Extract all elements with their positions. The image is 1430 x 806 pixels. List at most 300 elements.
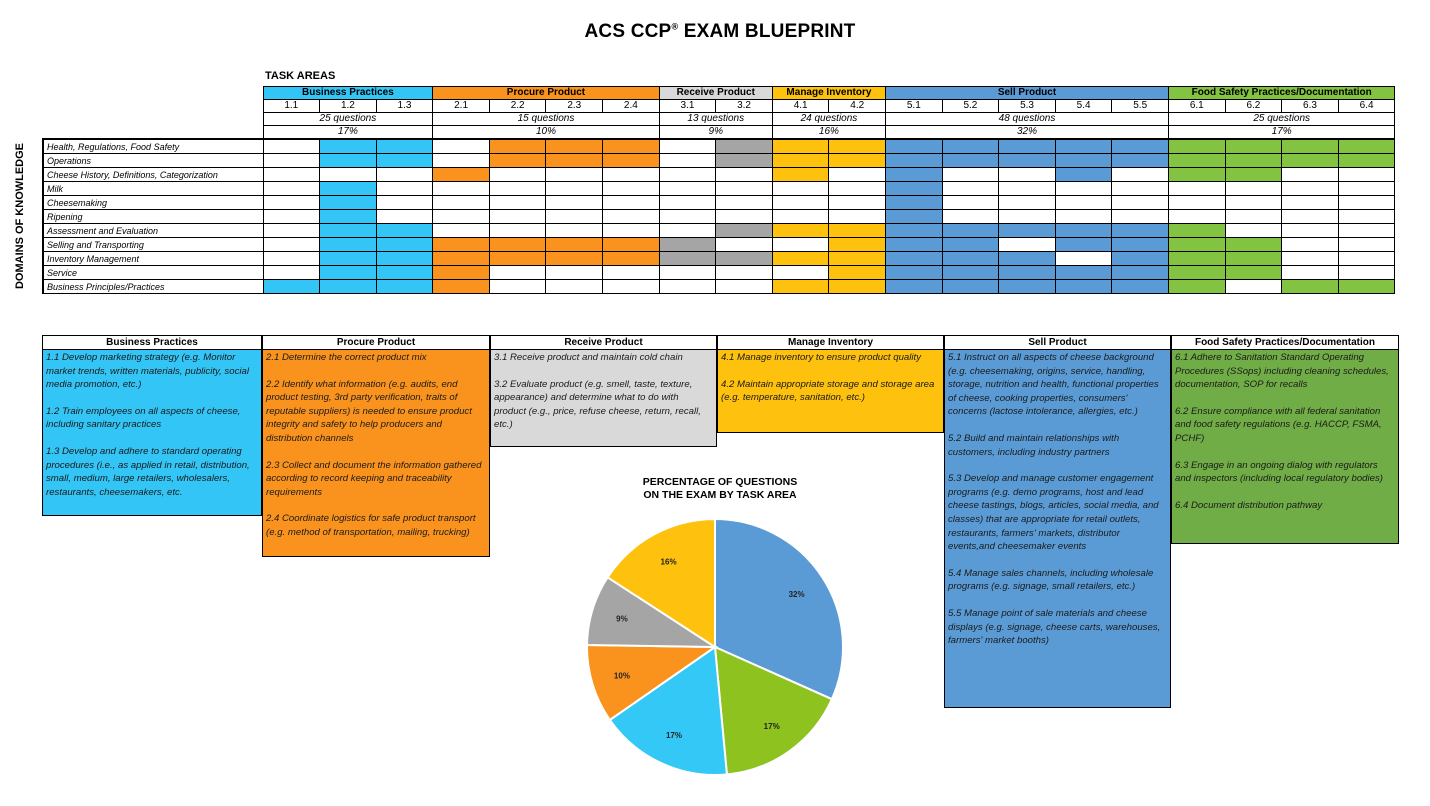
coverage-cell-empty <box>1282 266 1339 280</box>
coverage-cell-empty <box>1338 196 1395 210</box>
task-number: 4.2 <box>829 100 886 113</box>
coverage-cell-empty <box>1169 196 1226 210</box>
task-area-header: Sell Product <box>886 87 1169 100</box>
coverage-cell-filled <box>829 154 886 168</box>
coverage-cell-filled <box>603 154 660 168</box>
task-area-header: Business Practices <box>263 87 433 100</box>
desc-item: 5.4 Manage sales channels, including wholesale programs (e.g. signage, small retailers, etc.) <box>948 567 1154 593</box>
domain-name: Service <box>43 266 263 280</box>
desc-item: 6.1 Adhere to Sanitation Standard Operating Procedures (SSops) including cleaning schedules, documentation, SOP for recalls <box>1175 352 1389 391</box>
coverage-cell-empty <box>1338 210 1395 224</box>
coverage-cell-filled <box>716 139 773 154</box>
coverage-cell-empty <box>1338 266 1395 280</box>
coverage-cell-filled <box>376 280 433 294</box>
question-count: 13 questions <box>659 113 772 126</box>
desc-business-practices <box>42 335 262 516</box>
coverage-cell-empty <box>433 196 490 210</box>
coverage-cell-filled <box>546 252 603 266</box>
coverage-cell-filled <box>886 139 943 154</box>
coverage-cell-empty <box>942 182 999 196</box>
blueprint-matrix <box>42 86 1395 294</box>
coverage-cell-empty <box>1282 168 1339 182</box>
coverage-cell-filled <box>320 252 377 266</box>
coverage-cell-empty <box>999 168 1056 182</box>
coverage-cell-filled <box>1169 238 1226 252</box>
coverage-cell-empty <box>489 196 546 210</box>
desc-inventory-title: Manage Inventory <box>718 336 943 350</box>
pie-slice-label: 17% <box>763 722 780 732</box>
coverage-cell-filled <box>1282 154 1339 168</box>
coverage-cell-empty <box>1282 182 1339 196</box>
desc-sell-product <box>944 335 1171 708</box>
desc-item: 1.3 Develop and adhere to standard operating procedures (i.e., as applied in retail, distribution, small, medium, large retailers, wholesalers, restaurants, cheesemakers, etc. <box>46 445 250 498</box>
coverage-cell-empty <box>1225 196 1282 210</box>
coverage-cell-empty <box>1338 168 1395 182</box>
coverage-cell-empty <box>1282 196 1339 210</box>
question-percent: 32% <box>886 126 1169 140</box>
coverage-cell-empty <box>433 154 490 168</box>
coverage-cell-filled <box>1338 280 1395 294</box>
coverage-cell-filled <box>942 224 999 238</box>
coverage-cell-filled <box>263 280 320 294</box>
coverage-cell-filled <box>1055 224 1112 238</box>
coverage-cell-filled <box>603 139 660 154</box>
domain-name: Business Principles/Practices <box>43 280 263 294</box>
task-number: 5.4 <box>1055 100 1112 113</box>
coverage-cell-empty <box>829 196 886 210</box>
coverage-cell-filled <box>1225 252 1282 266</box>
coverage-cell-filled <box>1112 280 1169 294</box>
coverage-cell-empty <box>1225 182 1282 196</box>
domain-name: Cheese History, Definitions, Categorization <box>43 168 263 182</box>
coverage-cell-empty <box>1169 182 1226 196</box>
coverage-cell-empty <box>942 196 999 210</box>
pie-chart <box>585 520 855 780</box>
coverage-cell-empty <box>376 168 433 182</box>
coverage-cell-filled <box>999 154 1056 168</box>
coverage-cell-empty <box>1112 196 1169 210</box>
coverage-cell-empty <box>489 210 546 224</box>
coverage-cell-filled <box>886 196 943 210</box>
coverage-cell-filled <box>320 266 377 280</box>
coverage-cell-filled <box>999 139 1056 154</box>
coverage-cell-empty <box>1225 280 1282 294</box>
question-percent: 9% <box>659 126 772 140</box>
coverage-cell-empty <box>1282 238 1339 252</box>
task-number: 6.4 <box>1338 100 1395 113</box>
domain-name: Inventory Management <box>43 252 263 266</box>
coverage-cell-empty <box>433 139 490 154</box>
coverage-cell-empty <box>1338 224 1395 238</box>
task-number-row <box>43 100 1395 113</box>
coverage-cell-filled <box>376 266 433 280</box>
desc-procure-product <box>262 335 490 557</box>
coverage-cell-filled <box>942 280 999 294</box>
coverage-cell-empty <box>829 168 886 182</box>
coverage-cell-filled <box>1169 168 1226 182</box>
group-header-row <box>43 87 1395 100</box>
coverage-cell-filled <box>1282 280 1339 294</box>
desc-item: 4.2 Maintain appropriate storage and storage area (e.g. temperature, sanitation, etc.) <box>721 378 935 404</box>
coverage-cell-filled <box>1112 154 1169 168</box>
coverage-cell-empty <box>716 196 773 210</box>
coverage-cell-empty <box>603 182 660 196</box>
coverage-cell-empty <box>659 196 716 210</box>
coverage-cell-filled <box>829 266 886 280</box>
task-number: 5.3 <box>999 100 1056 113</box>
coverage-cell-filled <box>1055 280 1112 294</box>
coverage-cell-filled <box>1169 266 1226 280</box>
coverage-cell-filled <box>1169 154 1226 168</box>
coverage-cell-empty <box>263 168 320 182</box>
desc-item: 3.2 Evaluate product (e.g. smell, taste, texture, appearance) and determine what to do with product (e.g., price, refuse cheese, return, recall, etc.) <box>494 378 701 431</box>
coverage-cell-filled <box>999 252 1056 266</box>
domain-name: Operations <box>43 154 263 168</box>
coverage-cell-filled <box>1282 139 1339 154</box>
coverage-cell-filled <box>829 238 886 252</box>
question-count: 48 questions <box>886 113 1169 126</box>
desc-item: 5.3 Develop and manage customer engagement programs (e.g. demo programs, host and lead cheese tastings, blogs, articles, social media, and classes) that are appropriate for retail outlets, restaurants, farmers' markets, distributor events,and cheesemaker events <box>948 473 1159 553</box>
coverage-cell-empty <box>603 224 660 238</box>
task-number: 2.1 <box>433 100 490 113</box>
coverage-cell-filled <box>1169 139 1226 154</box>
coverage-cell-empty <box>772 266 829 280</box>
coverage-cell-filled <box>433 238 490 252</box>
coverage-cell-empty <box>263 182 320 196</box>
coverage-cell-filled <box>320 154 377 168</box>
coverage-cell-empty <box>1338 182 1395 196</box>
task-area-header: Manage Inventory <box>772 87 885 100</box>
task-number: 4.1 <box>772 100 829 113</box>
coverage-cell-filled <box>1055 154 1112 168</box>
coverage-cell-empty <box>999 210 1056 224</box>
coverage-cell-filled <box>659 238 716 252</box>
coverage-cell-filled <box>942 238 999 252</box>
task-number: 1.2 <box>320 100 377 113</box>
coverage-cell-empty <box>772 196 829 210</box>
coverage-cell-empty <box>659 210 716 224</box>
coverage-cell-empty <box>659 139 716 154</box>
page-title: ACS CCP® EXAM BLUEPRINT <box>584 21 856 42</box>
pie-chart-title: PERCENTAGE OF QUESTIONS ON THE EXAM BY TASK AREA <box>642 476 798 501</box>
coverage-cell-empty <box>1112 168 1169 182</box>
coverage-cell-empty <box>1112 210 1169 224</box>
coverage-cell-filled <box>433 280 490 294</box>
coverage-cell-empty <box>772 210 829 224</box>
coverage-cell-empty <box>772 182 829 196</box>
coverage-cell-empty <box>489 182 546 196</box>
coverage-cell-empty <box>999 182 1056 196</box>
coverage-cell-empty <box>546 182 603 196</box>
coverage-cell-empty <box>659 182 716 196</box>
coverage-cell-empty <box>489 224 546 238</box>
desc-item: 5.2 Build and maintain relationships with customers, including industry partners <box>948 432 1120 458</box>
coverage-cell-filled <box>1225 266 1282 280</box>
desc-item: 4.1 Manage inventory to ensure product quality <box>721 352 921 363</box>
coverage-cell-filled <box>886 238 943 252</box>
coverage-cell-filled <box>376 224 433 238</box>
desc-item: 3.1 Receive product and maintain cold chain <box>494 352 683 363</box>
domain-row <box>43 266 1395 280</box>
desc-item: 6.2 Ensure compliance with all federal sanitation and food safety regulations (e.g. HACCP, FSMA, PCHF) <box>1175 405 1382 444</box>
coverage-cell-filled <box>1112 139 1169 154</box>
task-number: 6.3 <box>1282 100 1339 113</box>
desc-item: 2.1 Determine the correct product mix <box>266 352 427 363</box>
coverage-cell-empty <box>659 224 716 238</box>
pie-slice-label: 17% <box>665 731 682 741</box>
coverage-cell-filled <box>999 266 1056 280</box>
domain-name: Milk <box>43 182 263 196</box>
question-percent: 16% <box>772 126 885 140</box>
coverage-cell-filled <box>320 224 377 238</box>
coverage-cell-empty <box>829 210 886 224</box>
coverage-cell-empty <box>1282 224 1339 238</box>
desc-item: 6.4 Document distribution pathway <box>1175 499 1323 511</box>
domain-name: Assessment and Evaluation <box>43 224 263 238</box>
task-area-header: Procure Product <box>433 87 659 100</box>
coverage-cell-empty <box>1055 196 1112 210</box>
coverage-cell-filled <box>1225 139 1282 154</box>
question-percent: 17% <box>1169 126 1395 140</box>
coverage-cell-filled <box>886 252 943 266</box>
domain-row <box>43 182 1395 196</box>
coverage-cell-filled <box>772 224 829 238</box>
desc-procure-title: Procure Product <box>263 336 489 350</box>
coverage-cell-empty <box>320 168 377 182</box>
domain-name: Cheesemaking <box>43 196 263 210</box>
pie-slice-label: 16% <box>660 557 677 567</box>
coverage-cell-empty <box>716 168 773 182</box>
percent-row <box>43 126 1395 140</box>
coverage-cell-filled <box>999 280 1056 294</box>
coverage-cell-filled <box>1225 154 1282 168</box>
coverage-cell-filled <box>716 154 773 168</box>
coverage-cell-filled <box>1225 238 1282 252</box>
task-number: 3.1 <box>659 100 716 113</box>
coverage-cell-empty <box>1338 252 1395 266</box>
coverage-cell-empty <box>603 196 660 210</box>
coverage-cell-empty <box>263 238 320 252</box>
desc-item: 2.3 Collect and document the information gathered according to record keeping and traceability requirements <box>266 459 482 498</box>
task-number: 1.3 <box>376 100 433 113</box>
coverage-cell-filled <box>886 266 943 280</box>
coverage-cell-empty <box>1282 210 1339 224</box>
coverage-cell-filled <box>1112 238 1169 252</box>
question-count: 24 questions <box>772 113 885 126</box>
desc-item: 5.5 Manage point of sale materials and cheese displays (e.g. signage, cheese carts, warehouses, farmers' market booths) <box>948 607 1161 647</box>
blank-corner <box>43 126 263 140</box>
coverage-cell-empty <box>659 154 716 168</box>
coverage-cell-empty <box>263 139 320 154</box>
desc-receive-title: Receive Product <box>491 336 716 350</box>
coverage-cell-filled <box>886 224 943 238</box>
coverage-cell-empty <box>999 238 1056 252</box>
coverage-cell-filled <box>376 154 433 168</box>
coverage-cell-empty <box>263 154 320 168</box>
coverage-cell-empty <box>942 210 999 224</box>
task-number: 6.1 <box>1169 100 1226 113</box>
coverage-cell-empty <box>1169 210 1226 224</box>
coverage-cell-filled <box>320 196 377 210</box>
coverage-cell-empty <box>603 168 660 182</box>
coverage-cell-filled <box>546 139 603 154</box>
coverage-cell-empty <box>659 280 716 294</box>
domain-row <box>43 168 1395 182</box>
coverage-cell-empty <box>1225 224 1282 238</box>
coverage-cell-filled <box>942 266 999 280</box>
question-count: 15 questions <box>433 113 659 126</box>
coverage-cell-filled <box>320 280 377 294</box>
coverage-cell-filled <box>489 139 546 154</box>
coverage-cell-empty <box>433 182 490 196</box>
coverage-cell-filled <box>886 154 943 168</box>
task-number: 6.2 <box>1225 100 1282 113</box>
question-count: 25 questions <box>263 113 433 126</box>
pie-slice-label: 10% <box>613 671 630 681</box>
coverage-cell-filled <box>772 280 829 294</box>
task-number: 2.4 <box>603 100 660 113</box>
coverage-cell-filled <box>886 182 943 196</box>
coverage-cell-empty <box>1055 252 1112 266</box>
coverage-cell-filled <box>886 210 943 224</box>
coverage-cell-filled <box>999 224 1056 238</box>
task-area-header: Food Safety Practices/Documentation <box>1169 87 1395 100</box>
domain-row <box>43 154 1395 168</box>
task-number: 1.1 <box>263 100 320 113</box>
task-number: 3.2 <box>716 100 773 113</box>
coverage-cell-empty <box>263 196 320 210</box>
coverage-cell-empty <box>942 168 999 182</box>
coverage-cell-empty <box>1055 182 1112 196</box>
task-number: 2.2 <box>489 100 546 113</box>
pie-slice-label: 32% <box>788 590 805 600</box>
domain-row <box>43 139 1395 154</box>
task-area-header: Receive Product <box>659 87 772 100</box>
task-number: 2.3 <box>546 100 603 113</box>
coverage-cell-empty <box>659 266 716 280</box>
coverage-cell-filled <box>1055 168 1112 182</box>
domains-of-knowledge-label: DOMAINS OF KNOWLEDGE <box>14 142 26 290</box>
pie-slice-label: 9% <box>616 614 628 624</box>
coverage-cell-empty <box>376 210 433 224</box>
coverage-cell-empty <box>772 238 829 252</box>
coverage-cell-filled <box>716 224 773 238</box>
coverage-cell-empty <box>489 168 546 182</box>
coverage-cell-filled <box>320 210 377 224</box>
desc-business-title: Business Practices <box>43 336 261 350</box>
coverage-cell-filled <box>1338 139 1395 154</box>
coverage-cell-filled <box>320 182 377 196</box>
coverage-cell-filled <box>603 238 660 252</box>
desc-item: 1.2 Train employees on all aspects of cheese, including sanitary practices <box>46 405 241 431</box>
coverage-cell-filled <box>659 252 716 266</box>
questions-row <box>43 113 1395 126</box>
coverage-cell-empty <box>546 266 603 280</box>
coverage-cell-filled <box>433 266 490 280</box>
coverage-cell-empty <box>263 266 320 280</box>
coverage-cell-filled <box>1338 154 1395 168</box>
coverage-cell-filled <box>376 252 433 266</box>
coverage-cell-empty <box>603 280 660 294</box>
domain-name: Selling and Transporting <box>43 238 263 252</box>
coverage-cell-filled <box>489 238 546 252</box>
domain-row <box>43 238 1395 252</box>
coverage-cell-empty <box>376 196 433 210</box>
domain-row <box>43 196 1395 210</box>
coverage-cell-filled <box>942 154 999 168</box>
coverage-cell-empty <box>263 224 320 238</box>
coverage-cell-filled <box>829 224 886 238</box>
coverage-cell-empty <box>1338 238 1395 252</box>
coverage-cell-filled <box>829 139 886 154</box>
coverage-cell-filled <box>772 139 829 154</box>
coverage-cell-empty <box>433 210 490 224</box>
coverage-cell-filled <box>320 139 377 154</box>
desc-food-safety <box>1171 335 1399 544</box>
coverage-cell-empty <box>716 210 773 224</box>
desc-item: 2.2 Identify what information (e.g. audits, end product testing, 3rd party verification, traits of reputable suppliers) is needed to ensure product integrity and safety to help producers and distribution channels <box>266 378 472 444</box>
coverage-cell-empty <box>1282 252 1339 266</box>
coverage-cell-empty <box>546 210 603 224</box>
domain-row <box>43 210 1395 224</box>
coverage-cell-empty <box>376 182 433 196</box>
coverage-cell-filled <box>886 280 943 294</box>
coverage-cell-empty <box>433 224 490 238</box>
coverage-cell-filled <box>942 139 999 154</box>
desc-item: 1.1 Develop marketing strategy (e.g. Monitor market trends, written materials, publicity, social media promotion, etc.) <box>46 352 249 391</box>
desc-receive-product <box>490 335 717 447</box>
domain-row <box>43 280 1395 294</box>
coverage-cell-filled <box>1169 280 1226 294</box>
coverage-cell-empty <box>999 196 1056 210</box>
desc-sell-title: Sell Product <box>945 336 1170 350</box>
coverage-cell-empty <box>546 168 603 182</box>
domain-name: Health, Regulations, Food Safety <box>43 139 263 154</box>
coverage-cell-empty <box>829 182 886 196</box>
coverage-cell-filled <box>546 154 603 168</box>
question-percent: 10% <box>433 126 659 140</box>
coverage-cell-filled <box>772 154 829 168</box>
coverage-cell-filled <box>1055 266 1112 280</box>
coverage-cell-filled <box>433 252 490 266</box>
coverage-cell-filled <box>829 280 886 294</box>
desc-food-safety-title: Food Safety Practices/Documentation <box>1172 336 1398 350</box>
domain-row <box>43 224 1395 238</box>
question-count: 25 questions <box>1169 113 1395 126</box>
coverage-cell-empty <box>603 210 660 224</box>
coverage-cell-filled <box>320 238 377 252</box>
blank-corner <box>43 100 263 113</box>
coverage-cell-filled <box>489 154 546 168</box>
coverage-cell-empty <box>546 280 603 294</box>
coverage-cell-empty <box>603 266 660 280</box>
question-percent: 17% <box>263 126 433 140</box>
domain-name: Ripening <box>43 210 263 224</box>
coverage-cell-empty <box>546 196 603 210</box>
coverage-cell-filled <box>1225 168 1282 182</box>
coverage-cell-filled <box>886 168 943 182</box>
desc-item: 5.1 Instruct on all aspects of cheese background (e.g. cheesemaking, origins, service, handling, storage, nutrition and health, functional properties of cheese, cooking properties, consumers' concerns (lactose intolerance, allergies, etc.) <box>948 352 1159 418</box>
coverage-cell-filled <box>1055 238 1112 252</box>
task-number: 5.5 <box>1112 100 1169 113</box>
coverage-cell-empty <box>263 252 320 266</box>
domain-row <box>43 252 1395 266</box>
coverage-cell-filled <box>1112 224 1169 238</box>
coverage-cell-empty <box>263 210 320 224</box>
coverage-cell-filled <box>546 238 603 252</box>
task-number: 5.1 <box>886 100 943 113</box>
coverage-cell-filled <box>489 252 546 266</box>
